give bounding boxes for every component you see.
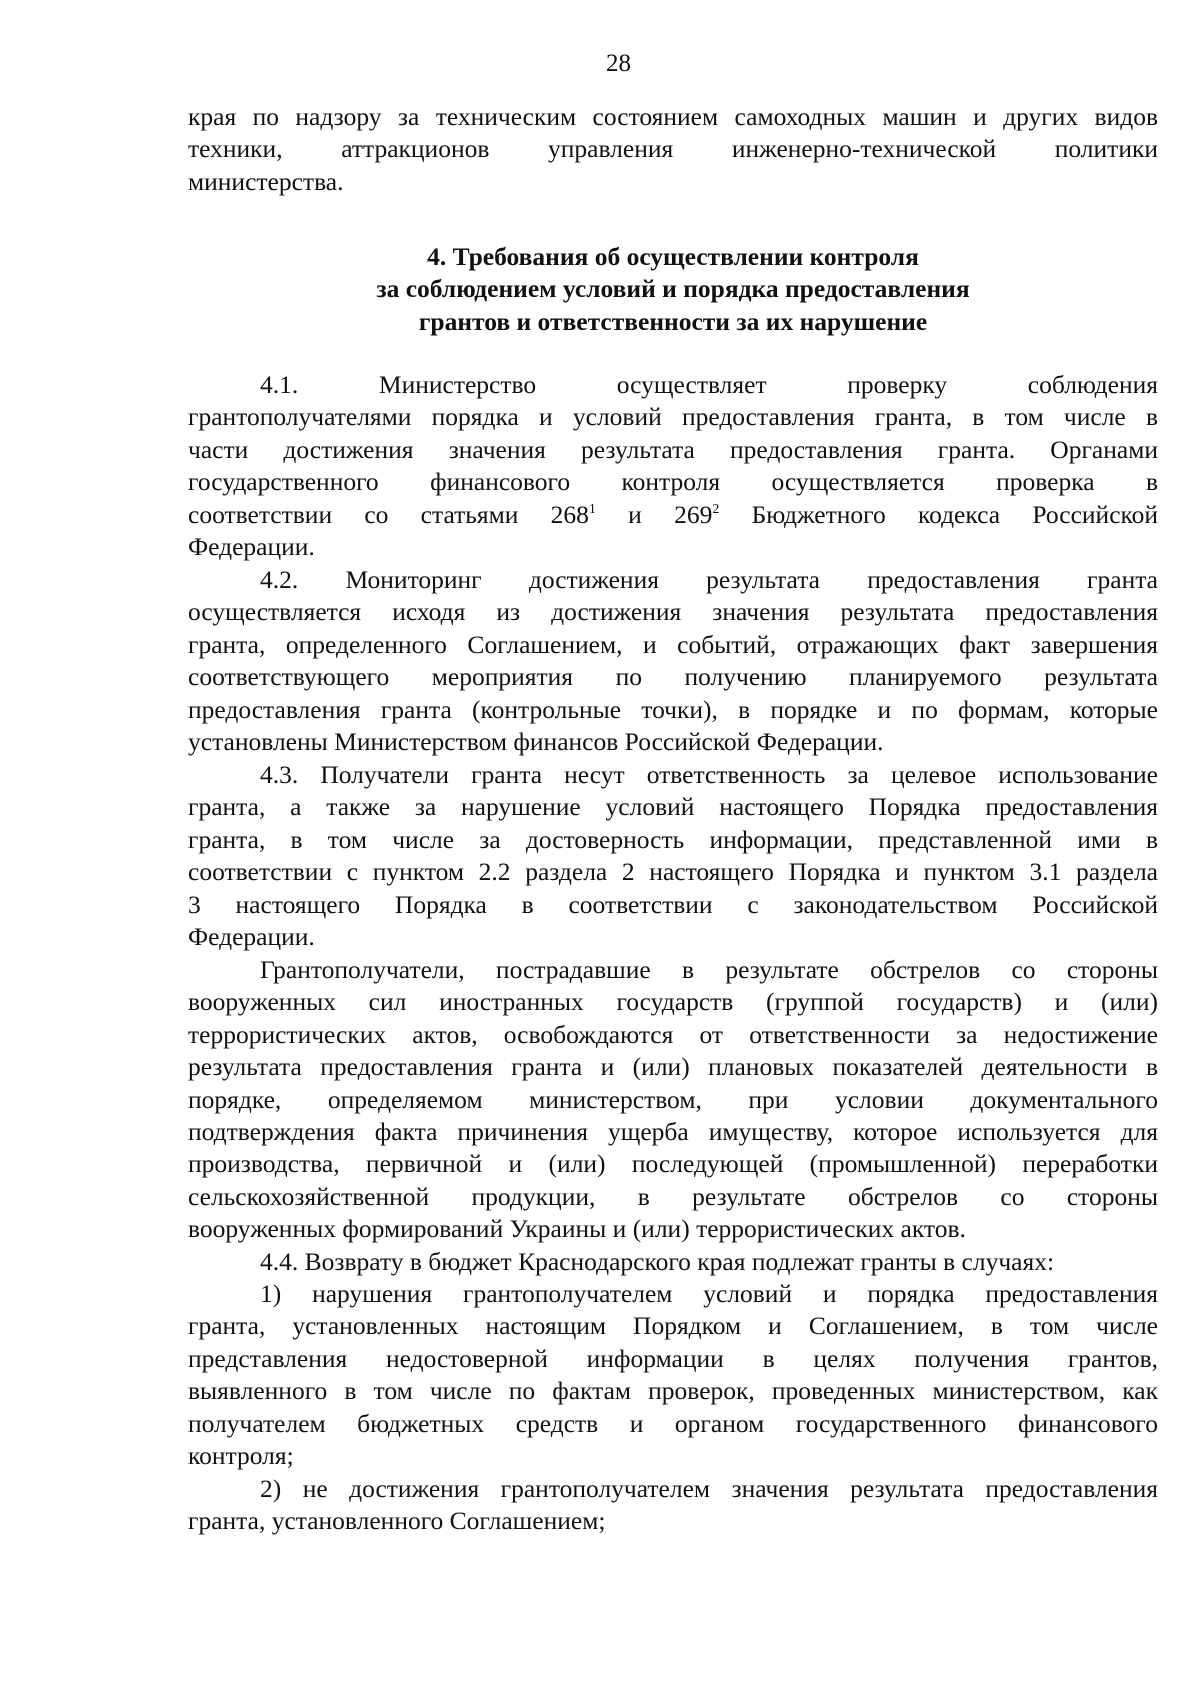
text-line: установлены Министерством финансов Российской Федерации. [188,727,884,757]
text-line: гранта, определенного Соглашением, и событий, отражающих факт завершения [188,629,1158,659]
text-line: представления недостоверной информации в целях получения грантов, [188,1343,1158,1373]
text-line: террористических актов, освобождаются от ответственности за недостижение [188,1019,1158,1049]
text-line: выявленного в том числе по фактам проверок, проведенных министерством, как [188,1376,1158,1406]
text-line: сельскохозяйственной продукции, в результате обстрелов со стороны [188,1181,1158,1211]
text-line: Федерации. [188,922,315,952]
text-line: контроля; [188,1441,294,1471]
text-line: гранта, установленных настоящим Порядком и Соглашением, в том числе [188,1311,1158,1341]
text-fragment: и 269 [595,499,713,529]
text-line: государственного финансового контроля осуществляется проверка в [188,467,1158,497]
text-line: вооруженных формирований Украины и (или) террористических актов. [188,1214,966,1244]
text-line: края по надзору за техническим состоянием самоходных машин и других видов [188,102,1158,131]
text-line: предоставления гранта (контрольные точки), в порядке и по формам, которые [188,694,1158,724]
text-line: Грантополучатели, пострадавшие в результате обстрелов со стороны [260,955,1158,984]
text-line: 2) не достижения грантополучателем значения результата предоставления [260,1474,1158,1503]
list-item-2 [188,1473,1158,1538]
text-line: соответствии с пунктом 2.2 раздела 2 настоящего Порядка и пунктом 3.1 раздела [188,857,1158,887]
text-line: подтверждения факта причинения ущерба имуществу, которое используется для [188,1117,1158,1147]
paragraph-4-3 [188,759,1158,953]
superscript: 1 [588,501,596,517]
paragraph-4-2 [188,564,1158,758]
text-line: 4.2. Мониторинг достижения результата предоставления гранта [260,565,1158,594]
text-line: 3 настоящего Порядка в соответствии с законодательством Российской [188,889,1158,919]
text-line: порядке, определяемом министерством, при условии документального [188,1084,1158,1114]
paragraph-4-4 [188,1246,1158,1278]
paragraph-grantees [188,954,1158,1246]
text-line: получателем бюджетных средств и органом государственного финансового [188,1408,1158,1438]
text-line: производства, первичной и (или) последующей (промышленной) переработки [188,1149,1158,1179]
heading-line: грантов и ответственности за их нарушение [418,306,928,336]
text-line: 4.4. Возврату в бюджет Краснодарского края подлежат гранты в случаях: [260,1247,1055,1276]
section-heading [188,241,1158,338]
text-line: гранта, а также за нарушение условий настоящего Порядка предоставления [188,792,1158,822]
text-line: результата предоставления гранта и (или) плановых показателей деятельности в [188,1052,1158,1082]
text-line: части достижения значения результата предоставления гранта. Органами [188,434,1158,464]
heading-line: за соблюдением условий и порядка предоставления [376,274,970,304]
heading-line: 4. Требования об осуществлении контроля [427,242,919,271]
paragraph-4-1 [188,369,1158,563]
text-line: 1) нарушения грантополучателем условий и порядка предоставления [260,1279,1158,1308]
superscript: 2 [712,501,720,517]
text-line: грантополучателями порядка и условий предоставления гранта, в том числе в [188,402,1158,432]
text-line: техники, аттракционов управления инженерно-технической политики [188,134,1158,164]
intro-paragraph [188,101,1158,198]
text-line-with-superscripts [188,499,1158,531]
text-line: Федерации. [188,532,315,562]
text-fragment: соответствии со статьями 268 [188,499,589,529]
text-fragment: Бюджетного кодекса Российской [719,499,1159,529]
text-line: осуществляется исходя из достижения значения результата предоставления [188,597,1158,627]
text-line: вооруженных сил иностранных государств (группой государств) и (или) [188,987,1158,1017]
page-number: 28 [606,50,631,77]
text-line: соответствующего мероприятия по получению планируемого результата [188,662,1158,692]
text-line: 4.1. Министерство осуществляет проверку соблюдения [260,370,1158,399]
list-item-1 [188,1278,1158,1472]
text-line: гранта, в том числе за достоверность информации, представленной ими в [188,824,1158,854]
text-line: гранта, установленного Соглашением; [188,1506,606,1536]
text-line: 4.3. Получатели гранта несут ответственность за целевое использование [260,760,1158,789]
text-line: министерства. [188,166,344,196]
